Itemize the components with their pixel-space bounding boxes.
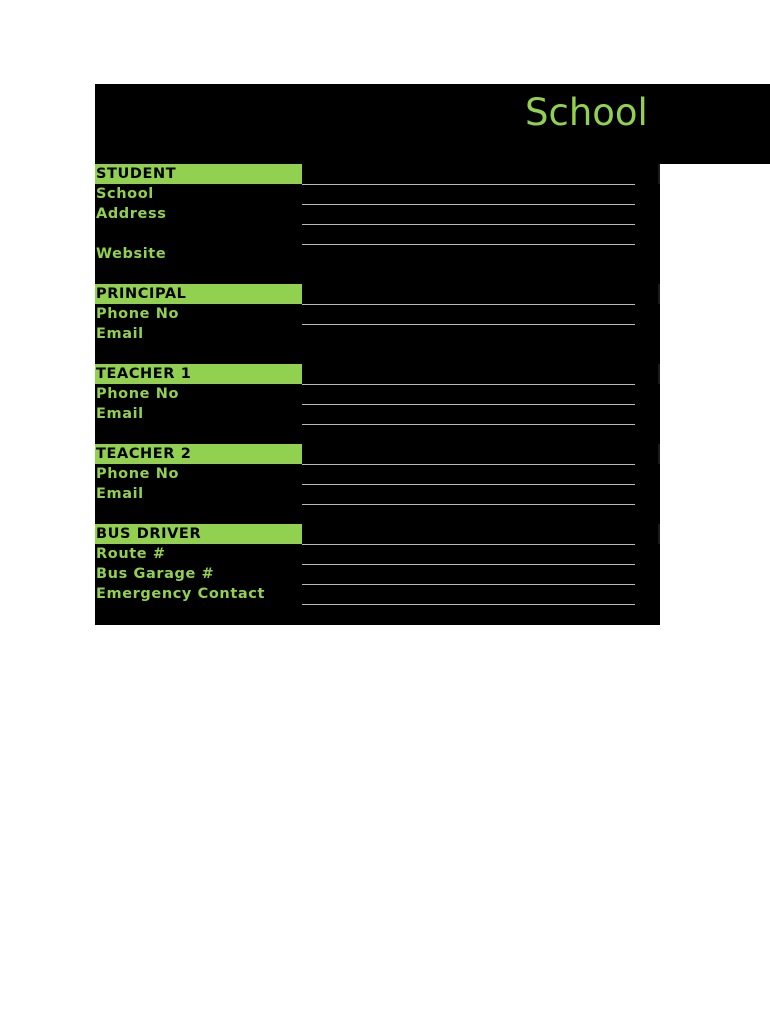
section-heading-bar: [95, 444, 302, 464]
section-heading: PRINCIPAL: [96, 286, 187, 302]
field-label: Bus Garage #: [96, 566, 215, 582]
section-teacher-1: [95, 364, 660, 384]
field-label: School: [96, 186, 154, 202]
section-principal: [95, 284, 660, 304]
field-label: Email: [96, 406, 144, 422]
section-heading: TEACHER 1: [96, 366, 192, 382]
row-edge: [658, 284, 660, 304]
field-label: Email: [96, 486, 144, 502]
field-teacher-2-email: [95, 484, 660, 504]
field-route: [95, 544, 660, 564]
emergency-contact-input-line[interactable]: [302, 604, 635, 605]
field-address: [95, 204, 660, 224]
field-label: Email: [96, 326, 144, 342]
section-teacher-2: [95, 444, 660, 464]
field-label: Phone No: [96, 386, 180, 402]
section-heading: TEACHER 2: [96, 446, 192, 462]
field-principal-email: [95, 324, 660, 344]
field-label: Emergency Contact: [96, 586, 265, 602]
field-label: Address: [96, 206, 167, 222]
row-edge: [658, 364, 660, 384]
field-label: Route #: [96, 546, 166, 562]
field-teacher-2-phone: [95, 464, 660, 484]
section-bus-driver: [95, 524, 660, 544]
section-heading: STUDENT: [96, 166, 177, 182]
address-input-line[interactable]: [302, 224, 635, 225]
form-panel: [95, 164, 660, 625]
row-edge: [658, 524, 660, 544]
field-bus-garage: [95, 564, 660, 584]
field-emergency-contact: [95, 584, 660, 604]
field-principal-phone: [95, 304, 660, 324]
field-label: Phone No: [96, 306, 180, 322]
document-title: School: [525, 91, 648, 134]
section-heading-bar: [95, 284, 302, 304]
field-label: Phone No: [96, 466, 180, 482]
section-heading: BUS DRIVER: [96, 526, 202, 542]
field-teacher-1-email: [95, 404, 660, 424]
header-band: [95, 84, 770, 164]
section-heading-bar: [95, 524, 302, 544]
teacher-2-email-input-line[interactable]: [302, 504, 635, 505]
teacher-1-email-input-line[interactable]: [302, 424, 635, 425]
field-label: Website: [96, 246, 167, 262]
field-school: [95, 184, 660, 204]
field-website: [95, 244, 660, 264]
row-edge: [658, 164, 660, 184]
section-heading-bar: [95, 364, 302, 384]
section-heading-bar: [95, 164, 302, 184]
section-student: [95, 164, 660, 184]
field-teacher-1-phone: [95, 384, 660, 404]
row-edge: [658, 444, 660, 464]
